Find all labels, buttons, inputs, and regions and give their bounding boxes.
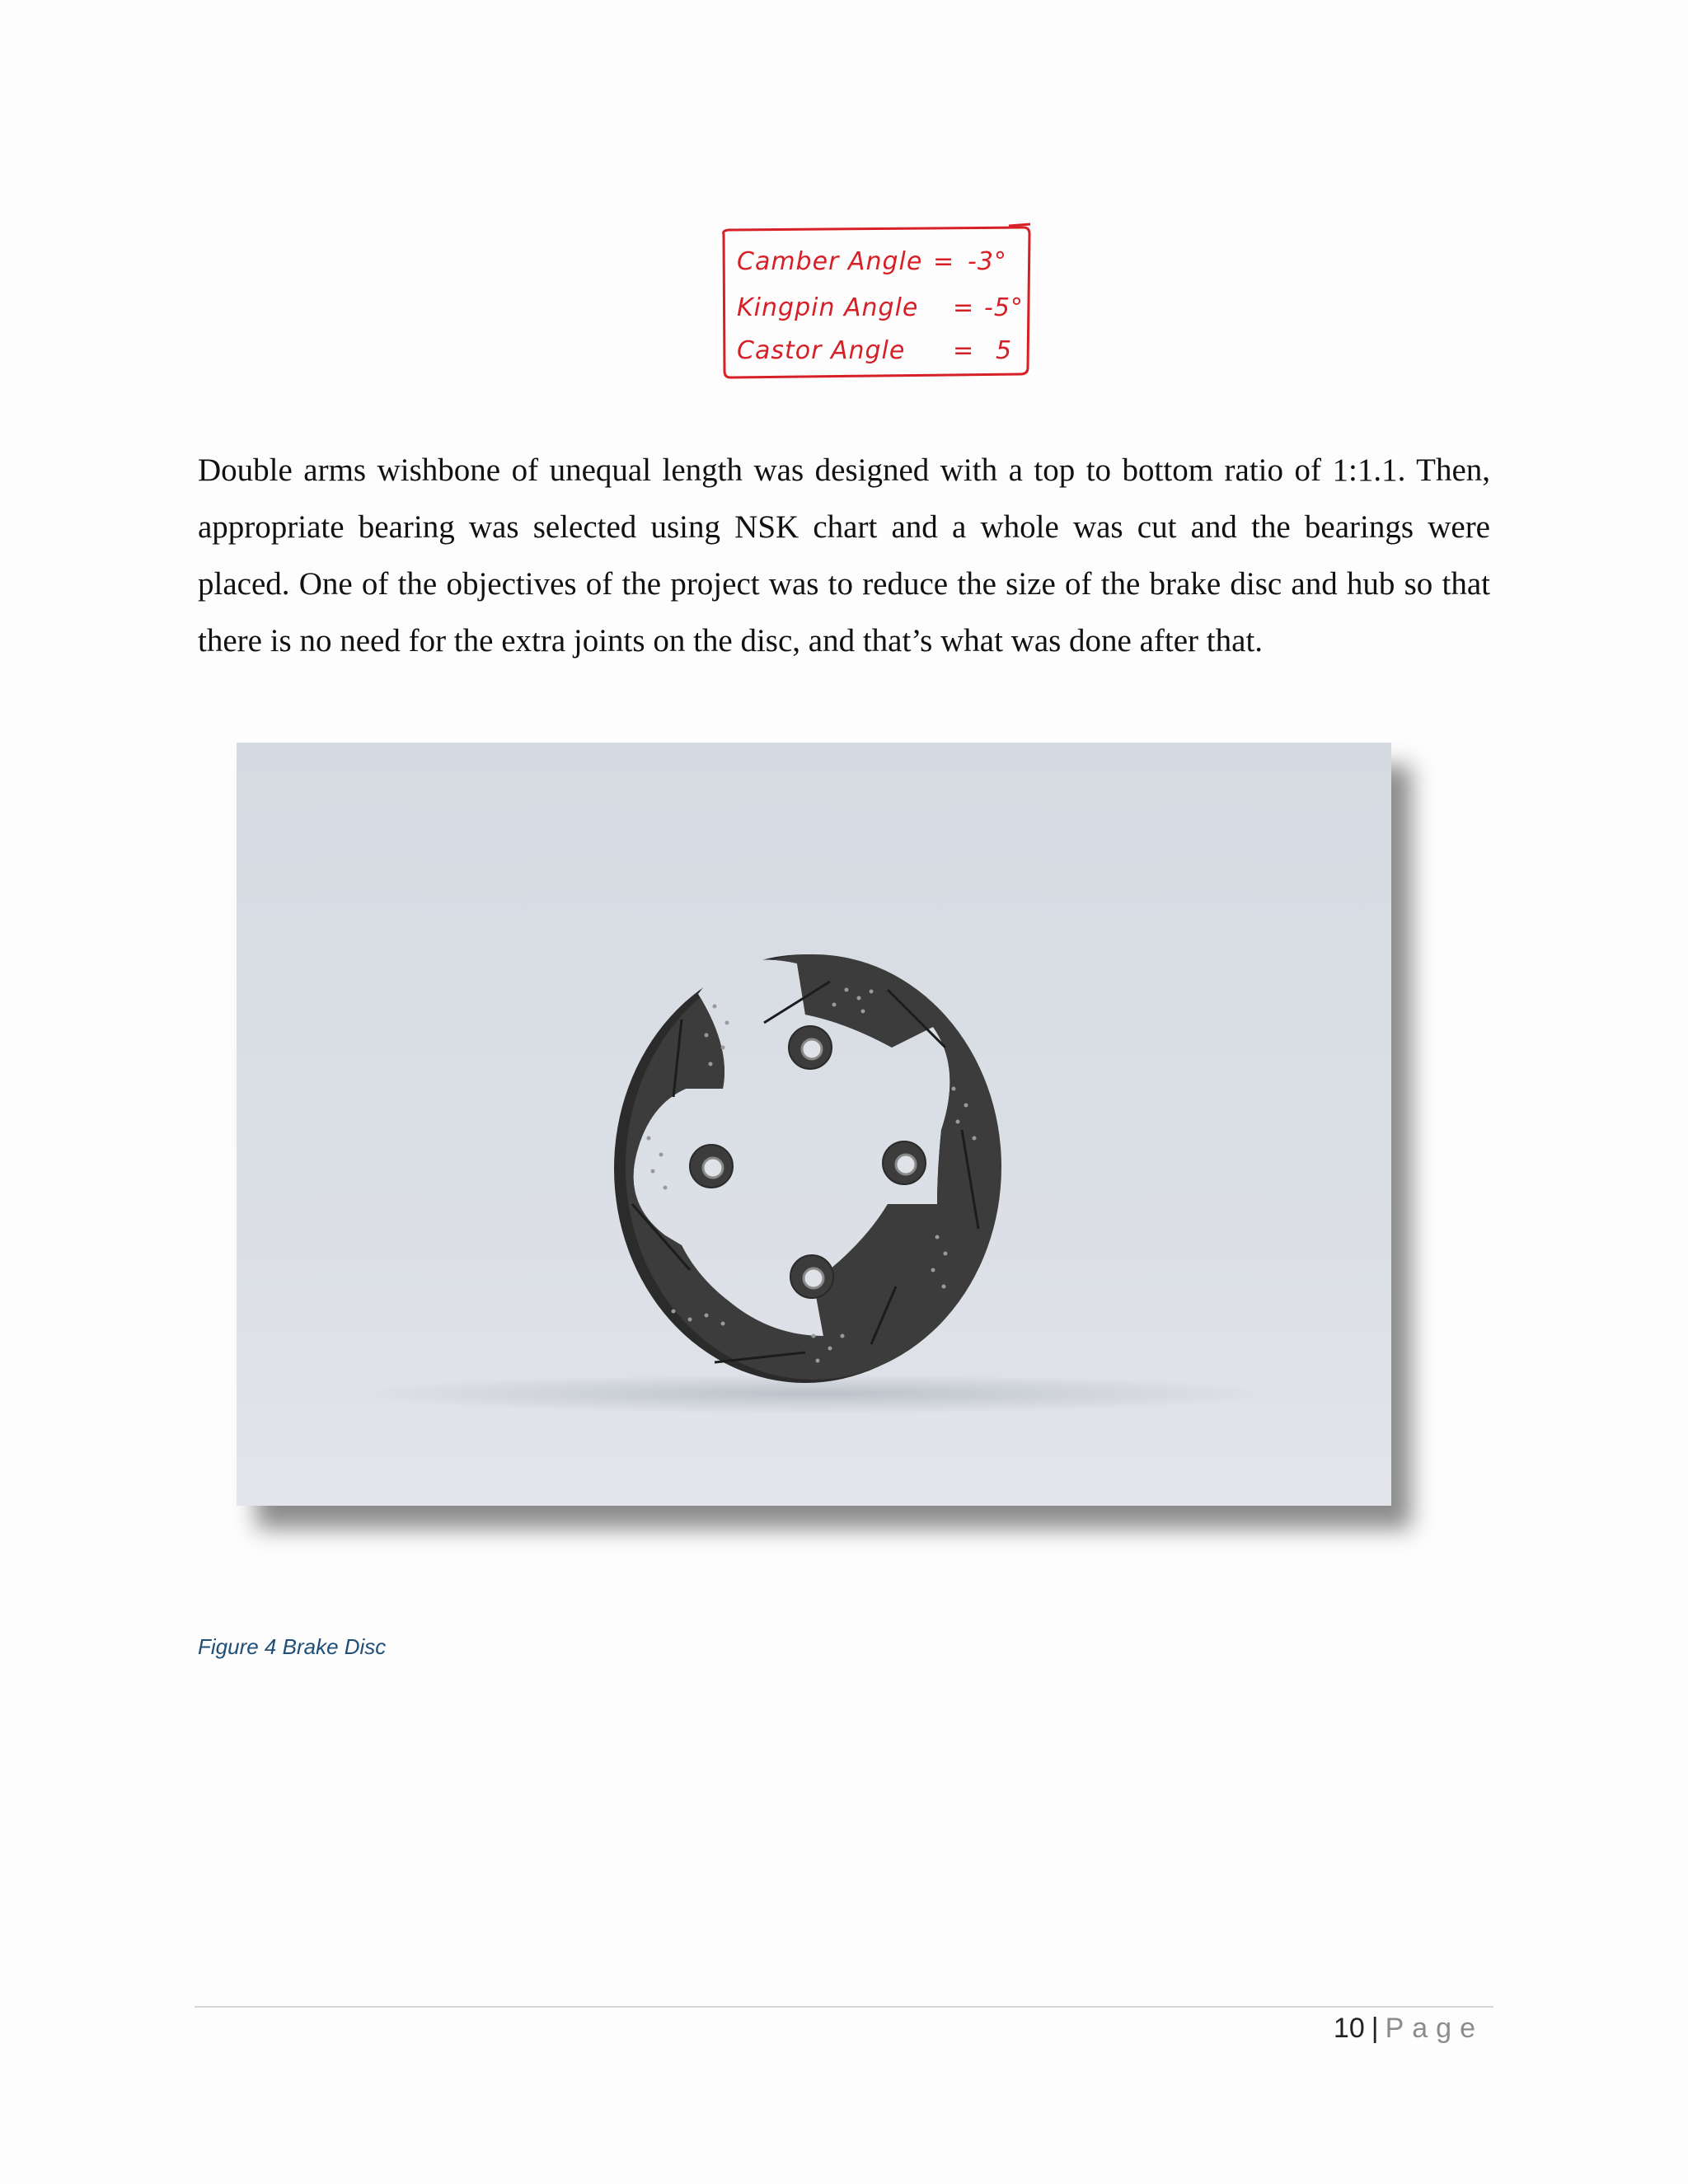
body-paragraph: Double arms wishbone of unequal length was designed with a top to bottom ratio of 1:1.1. Then, appropriate bearing was selected using NSK chart and a whole was cut and the bearings were placed. One of the objectives of the project was to reduce the size of the brake disc and hub so that there is no need for the extra joints on the disc, and that’s what was done after that. — [198, 452, 1490, 658]
page-word: Page — [1385, 2013, 1484, 2044]
note-label: Camber Angle — [737, 247, 923, 276]
note-equals: = — [933, 247, 955, 276]
figure-caption: Figure 4 Brake Disc — [198, 1634, 387, 1659]
note-equals: = — [953, 293, 975, 322]
footer-divider — [195, 2006, 1493, 2008]
note-value: -5° — [984, 293, 1024, 322]
page-number: 10 — [1333, 2013, 1365, 2044]
footer-separator: | — [1371, 2013, 1379, 2044]
note-value: -3° — [968, 247, 1007, 276]
brake-disc-figure — [237, 743, 1391, 1506]
note-line-castor — [737, 336, 1013, 365]
page-footer — [1334, 2013, 1484, 2045]
brake-disc-render — [237, 743, 1391, 1506]
note-value: 5 — [996, 336, 1013, 365]
note-equals: = — [953, 336, 975, 365]
handwritten-note — [719, 223, 1034, 381]
disc-face — [626, 954, 1001, 1380]
note-label: Kingpin Angle — [737, 293, 919, 322]
note-line-camber — [737, 247, 1007, 276]
note-label: Castor Angle — [737, 336, 906, 365]
note-line-kingpin — [737, 293, 1024, 322]
